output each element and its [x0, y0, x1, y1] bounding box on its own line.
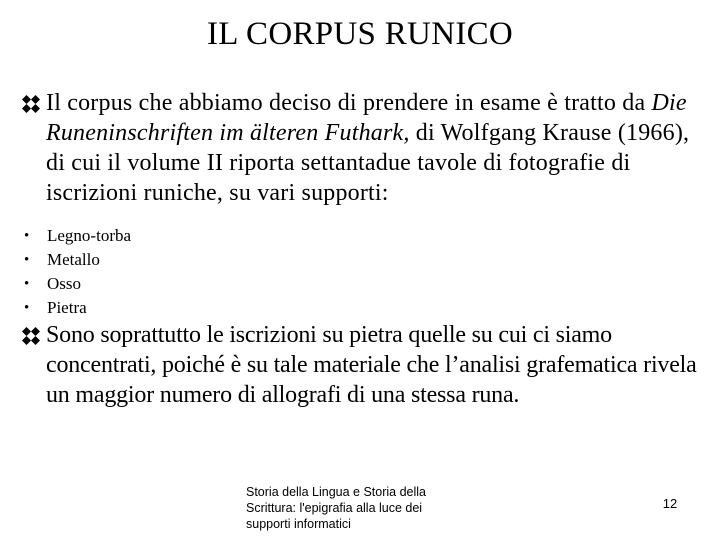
material-label: Metallo: [47, 250, 100, 269]
footer-note: Storia della Lingua e Storia della Scrittura: l'epigrafia alla luce dei supporti informatici: [246, 485, 426, 531]
paragraph-corpus-text-part2: di Wolfgang Krause (1966), di cui il volume II riporta settantadue tavole di fotografie di iscrizioni runiche, su vari supporti:: [46, 120, 690, 206]
diamond-bullet-icon: [22, 327, 40, 345]
paragraph-stone-focus: [20, 320, 700, 410]
bullet-dot-icon: •: [24, 252, 30, 268]
paragraph-corpus-text-part1: Il corpus che abbiamo deciso di prendere in esame è tratto da: [46, 90, 652, 116]
book-title: Die Runeninschriften im älteren Futhark,: [46, 90, 687, 146]
materials-list: [24, 224, 131, 320]
material-label: Legno-torba: [47, 226, 132, 245]
paragraph-corpus-text: [46, 90, 689, 206]
paragraph-corpus-source: [20, 88, 700, 208]
bullet-dot-icon: •: [24, 228, 30, 244]
diamond-bullet-icon: [22, 95, 40, 113]
list-item: [24, 248, 131, 272]
paragraph-stone-text: Sono soprattutto le iscrizioni su pietra quelle su cui ci siamo concentrati, poiché è su tale materiale che l’analisi grafematica rivela un maggior numero di allografi di una stessa runa.: [46, 322, 697, 408]
bullet-dot-icon: •: [24, 300, 30, 316]
material-label: Osso: [47, 274, 82, 293]
list-item: [24, 224, 131, 248]
list-item: [24, 296, 131, 320]
bullet-dot-icon: •: [24, 276, 30, 292]
material-label: Pietra: [47, 298, 87, 317]
slide-title: IL CORPUS RUNICO: [206, 16, 514, 52]
list-item: [24, 272, 131, 296]
page-number: 12: [662, 496, 678, 511]
